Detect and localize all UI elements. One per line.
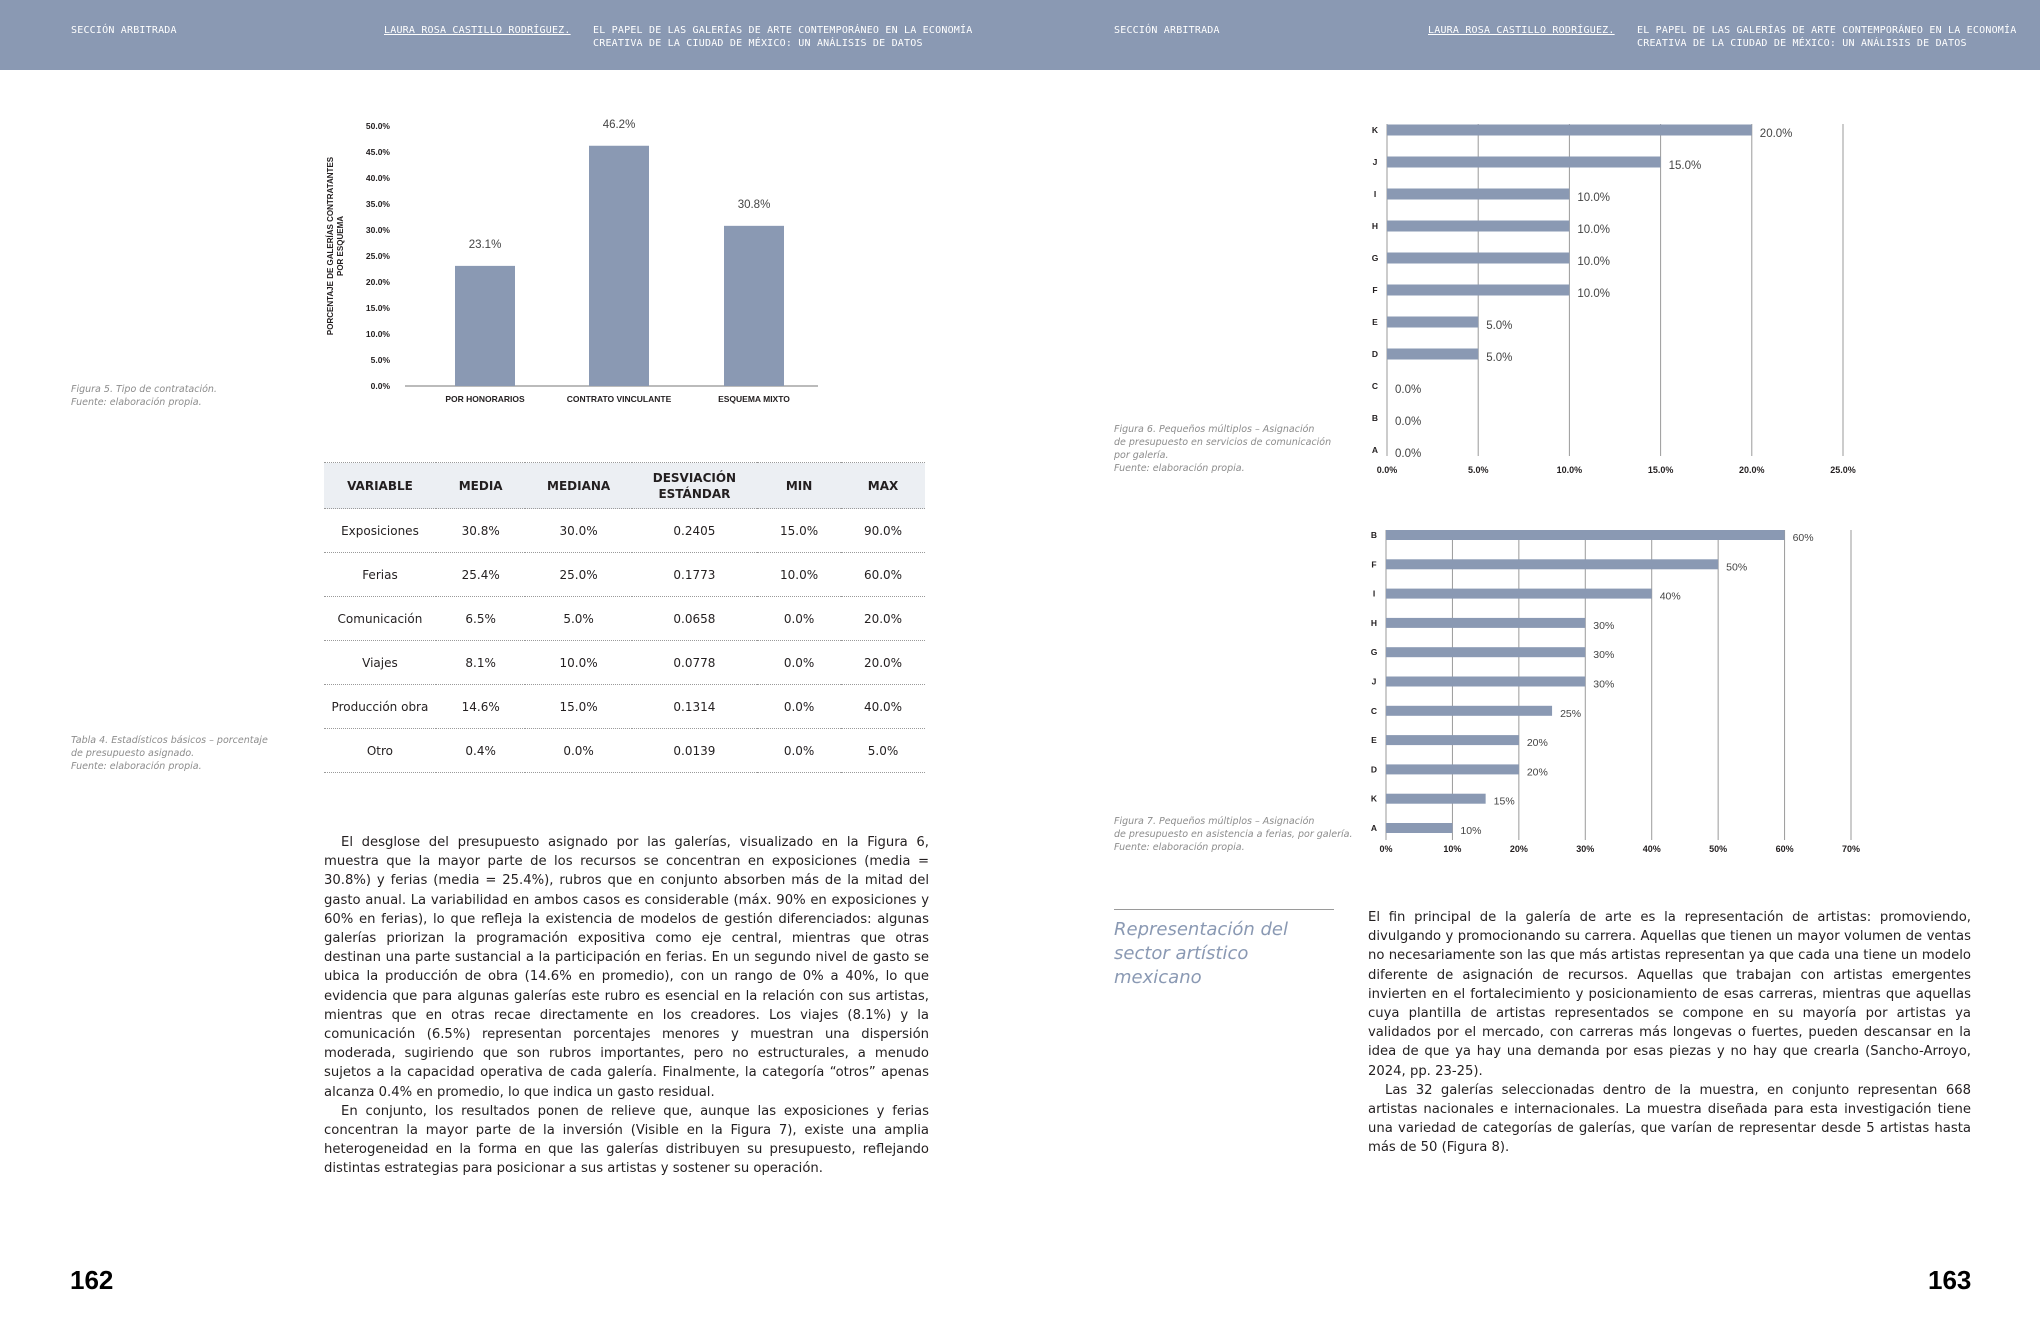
category-label: ESQUEMA MIXTO (718, 394, 790, 404)
data-label: 30% (1593, 678, 1615, 691)
cell-min: 15.0% (757, 509, 841, 553)
header-section-right: SECCIÓN ARBITRADA (1114, 25, 1220, 36)
figure-5-bar-chart (320, 110, 840, 410)
paragraph: Las 32 galerías seleccionadas dentro de la muestra, en conjunto representan 668 artistas nacionales e internacionales. La muestra diseñada para esta investigación tiene una variedad de categorías de galerías, que varían de representar desde 5 artistas hasta más de 50 (Figura 8). (1368, 1082, 1971, 1156)
cell-media: 25.4% (436, 553, 526, 597)
y-tick-label: 40.0% (365, 173, 390, 183)
section-divider (1114, 909, 1334, 910)
data-label: 20.0% (1759, 128, 1793, 140)
x-tick-label: 20.0% (1739, 465, 1765, 475)
bar (1386, 559, 1718, 569)
cell-desviacion: 0.0658 (632, 597, 757, 641)
cell-max: 60.0% (841, 553, 925, 597)
x-tick-label: 25.0% (1830, 465, 1856, 475)
section-title: Representación del sector artístico mexicano (1114, 919, 1288, 988)
y-tick-label: 45.0% (365, 147, 390, 157)
cell-mediana: 15.0% (525, 685, 631, 729)
bar (1386, 794, 1486, 804)
bar (1387, 253, 1569, 264)
table-4-caption: Tabla 4. Estadísticos básicos – porcentaje de presupuesto asignado. Fuente: elaboración propia. (71, 735, 268, 772)
header-author-left: LAURA ROSA CASTILLO RODRÍGUEZ. (384, 25, 571, 36)
bar (1386, 823, 1452, 833)
category-label: POR HONORARIOS (445, 394, 525, 404)
x-tick-label: 0.0% (1376, 465, 1398, 475)
x-tick-label: 50% (1709, 844, 1728, 854)
category-label: H (1370, 617, 1378, 628)
category-label: B (1370, 530, 1378, 540)
bar (1386, 647, 1585, 657)
category-label: C (1371, 381, 1379, 391)
cell-min: 10.0% (757, 553, 841, 597)
category-label: H (1371, 221, 1379, 231)
data-label: 40% (1659, 590, 1681, 603)
table-row (324, 597, 925, 641)
y-tick-label: 0.0% (370, 381, 390, 391)
cell-variable: Ferias (324, 553, 436, 597)
category-label: D (1371, 349, 1379, 359)
cell-desviacion: 0.1314 (632, 685, 757, 729)
cell-desviacion: 0.0139 (632, 729, 757, 773)
bar (1387, 317, 1478, 328)
category-label: F (1371, 559, 1377, 570)
figure-6-caption: Figura 6. Pequeños múltiplos – Asignación de presupuesto en servicios de comunicación por galería. Fuente: elaboración propia. (1114, 424, 1332, 474)
cell-media: 30.8% (436, 509, 526, 553)
x-tick-label: 10.0% (1556, 465, 1583, 475)
data-label: 5.0% (1486, 320, 1513, 332)
column-header-media: MEDIA (436, 463, 526, 509)
column-header-min: MIN (757, 463, 841, 509)
cell-media: 8.1% (436, 641, 526, 685)
cell-variable: Viajes (324, 641, 436, 685)
table-header-row (324, 463, 925, 509)
x-tick-label: 60% (1775, 844, 1794, 854)
figure-6-bar-chart (1360, 110, 1880, 480)
bar (1386, 677, 1585, 687)
category-label: J (1371, 676, 1377, 687)
category-label: J (1372, 157, 1378, 167)
category-label: E (1372, 317, 1378, 327)
x-tick-label: 20% (1509, 844, 1528, 854)
cell-desviacion: 0.0778 (632, 641, 757, 685)
bar (1387, 157, 1661, 168)
cell-max: 90.0% (841, 509, 925, 553)
y-tick-label: 35.0% (365, 199, 390, 209)
cell-max: 5.0% (841, 729, 925, 773)
cell-max: 40.0% (841, 685, 925, 729)
data-label: 10.0% (1577, 224, 1611, 236)
column-header-desviacion: DESVIACIÓN ESTÁNDAR (632, 463, 757, 509)
table-4-statistics (324, 462, 925, 773)
cell-mediana: 10.0% (525, 641, 631, 685)
data-label: 10.0% (1577, 288, 1611, 300)
bar (1387, 125, 1752, 136)
cell-min: 0.0% (757, 729, 841, 773)
data-label: 25% (1560, 707, 1582, 720)
bar (1387, 349, 1478, 360)
figure-7-caption: Figura 7. Pequeños múltiplos – Asignación de presupuesto en asistencia a ferias, por galería. Fuente: elaboración propia. (1114, 816, 1353, 853)
data-label: 20% (1526, 737, 1548, 750)
category-label: A (1371, 445, 1379, 455)
category-label: K (1370, 793, 1378, 804)
y-tick-label: 30.0% (365, 225, 390, 235)
x-tick-label: 30% (1576, 844, 1595, 854)
table-row (324, 509, 925, 553)
data-label: 23.1% (468, 238, 502, 251)
cell-mediana: 0.0% (525, 729, 631, 773)
x-tick-label: 0% (1379, 844, 1393, 854)
cell-variable: Exposiciones (324, 509, 436, 553)
x-tick-label: 15.0% (1647, 465, 1674, 475)
x-tick-label: 5.0% (1467, 465, 1489, 475)
cell-min: 0.0% (757, 685, 841, 729)
bar (455, 266, 515, 386)
bar (1386, 618, 1585, 628)
data-label: 10% (1460, 825, 1482, 837)
bar (1386, 735, 1519, 745)
cell-desviacion: 0.1773 (632, 553, 757, 597)
cell-max: 20.0% (841, 597, 925, 641)
y-tick-label: 10.0% (365, 329, 390, 339)
cell-variable: Producción obra (324, 685, 436, 729)
header-author-right: LAURA ROSA CASTILLO RODRÍGUEZ. (1428, 25, 1615, 36)
data-label: 46.2% (602, 118, 636, 131)
data-label: 20% (1526, 766, 1548, 779)
category-label: E (1371, 735, 1377, 746)
data-label: 5.0% (1486, 352, 1513, 364)
data-label: 15% (1493, 795, 1515, 808)
table-row (324, 729, 925, 773)
header-section-left: SECCIÓN ARBITRADA (71, 25, 177, 36)
page-number-right: 163 (1928, 1265, 1972, 1295)
data-label: 10.0% (1577, 256, 1611, 268)
data-label: 30% (1593, 649, 1615, 662)
category-label: I (1373, 189, 1377, 199)
category-label: K (1371, 125, 1379, 135)
column-header-mediana: MEDIANA (525, 463, 631, 509)
data-label: 0.0% (1395, 416, 1422, 428)
data-label: 30% (1593, 619, 1615, 632)
data-label: 0.0% (1395, 384, 1422, 396)
category-label: F (1372, 285, 1378, 295)
cell-media: 14.6% (436, 685, 526, 729)
bar (1387, 189, 1569, 200)
y-axis-label: PORCENTAJE DE GALERÍAS CONTRATANTESPOR ESQUEMA (326, 156, 345, 336)
bar (1386, 589, 1652, 599)
data-label: 10.0% (1577, 192, 1611, 204)
figure-7-bar-chart (1360, 520, 1880, 860)
category-label: I (1372, 588, 1376, 599)
cell-variable: Otro (324, 729, 436, 773)
y-tick-label: 20.0% (365, 277, 390, 287)
column-header-variable: VARIABLE (324, 463, 436, 509)
cell-mediana: 5.0% (525, 597, 631, 641)
data-label: 50% (1726, 561, 1748, 574)
right-body-text (1368, 908, 1971, 1158)
paragraph: En conjunto, los resultados ponen de relieve que, aunque las exposiciones y ferias concentran la mayor parte de la inversión (Visible en la Figura 7), existe una amplia heterogeneidad en la forma en que las galerías distribuyen su presupuesto, reflejando distintas estrategias para posicionar a sus artistas y sostener su operación. (324, 1103, 929, 1177)
category-label: CONTRATO VINCULANTE (566, 394, 672, 404)
column-header-max: MAX (841, 463, 925, 509)
category-label: G (1371, 253, 1379, 263)
category-label: C (1370, 705, 1378, 716)
x-tick-label: 70% (1841, 844, 1861, 854)
cell-min: 0.0% (757, 597, 841, 641)
paragraph: El fin principal de la galería de arte es la representación de artistas: promoviendo, divulgando y promocionando su carrera. Aquellas que tienen un mayor volumen de ventas no necesariamente son las que más artistas representan ya que cada una tiene un modelo diferente de asignación de recursos. Aquellas que trabajan con artistas emergentes invierten en el fortalecimiento y posicionamiento de esas carreras, mientras que aquellas cuya plantilla de artistas representados se compone en su mayoría por artistas ya validados por el mercado, con carreras más longevas o fuertes, pueden descansar en la idea de que ya hay una demanda por esas piezas y no hay que crearla (Sancho-Arroyo, 2024, pp. 23-25). (1368, 910, 1971, 1079)
bar (1387, 285, 1569, 296)
cell-min: 0.0% (757, 641, 841, 685)
header-title-right: EL PAPEL DE LAS GALERÍAS DE ARTE CONTEMPORÁNEO EN LA ECONOMÍA CREATIVA DE LA CIUDAD DE MÉXICO: UN ANÁLISIS DE DATOS (1637, 25, 2017, 49)
header-title-left: EL PAPEL DE LAS GALERÍAS DE ARTE CONTEMPORÁNEO EN LA ECONOMÍA CREATIVA DE LA CIUDAD DE MÉXICO: UN ANÁLISIS DE DATOS (593, 25, 973, 49)
data-label: 15.0% (1668, 160, 1702, 172)
x-tick-label: 40% (1642, 844, 1661, 854)
figure-5-caption: Figura 5. Tipo de contratación. Fuente: elaboración propia. (71, 384, 217, 408)
bar (1387, 221, 1569, 232)
category-label: G (1370, 647, 1378, 658)
x-tick-label: 10% (1443, 844, 1462, 854)
left-body-text (324, 833, 929, 1179)
bar (1386, 530, 1785, 540)
cell-mediana: 25.0% (525, 553, 631, 597)
y-tick-label: 5.0% (370, 355, 390, 365)
category-label: D (1370, 764, 1378, 775)
bar (1386, 706, 1552, 716)
bar (589, 146, 649, 386)
page-number-left: 162 (70, 1265, 114, 1295)
table-row (324, 553, 925, 597)
bar (1386, 764, 1519, 774)
table-row (324, 685, 925, 729)
cell-desviacion: 0.2405 (632, 509, 757, 553)
y-tick-label: 25.0% (365, 251, 390, 261)
y-tick-label: 15.0% (365, 303, 390, 313)
cell-mediana: 30.0% (525, 509, 631, 553)
cell-media: 6.5% (436, 597, 526, 641)
cell-media: 0.4% (436, 729, 526, 773)
paragraph: El desglose del presupuesto asignado por las galerías, visualizado en la Figura 6, muestra que la mayor parte de los recursos se concentran en exposiciones (media = 30.8%) y ferias (media = 25.4%), rubros que en conjunto absorben más de la mitad del gasto anual. La variabilidad en ambos casos es considerable (máx. 90% en exposiciones y 60% en ferias), lo que refleja la existencia de modelos de gestión diferenciados: algunas galerías priorizan la programación expositiva como eje central, mientras que otras destinan una parte sustancial a la participación en ferias. En un segundo nivel de gasto se ubica la producción de obra (14.6% en promedio), con un rango de 0% a 40%, lo que evidencia que para algunas galerías este rubro es esencial en la relación con sus artistas, mientras que en otras recae directamente en los creadores. Los viajes (8.1%) y la comunicación (6.5%) representan porcentajes menores y muestran una dispersión moderada, sugiriendo que son rubros importantes, pero no estructurales, a menudo sujetos a la capacidad operativa de cada galería. Finalmente, la categoría “otros” apenas alcanza 0.4% en promedio, lo que indica un gasto residual. (324, 835, 929, 1100)
cell-max: 20.0% (841, 641, 925, 685)
bar (724, 226, 784, 386)
cell-variable: Comunicación (324, 597, 436, 641)
category-label: A (1370, 823, 1378, 833)
table-row (324, 641, 925, 685)
category-label: B (1371, 413, 1379, 423)
y-tick-label: 50.0% (365, 121, 390, 131)
data-label: 0.0% (1395, 448, 1422, 460)
data-label: 30.8% (737, 198, 771, 211)
data-label: 60% (1792, 532, 1814, 544)
